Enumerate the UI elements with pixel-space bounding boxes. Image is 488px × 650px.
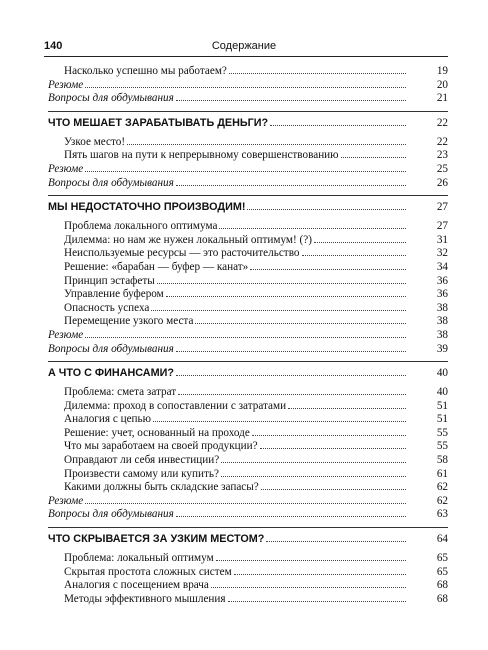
- dot-leader: [211, 578, 406, 588]
- toc-entry: [48, 342, 448, 356]
- entry-page: 65: [436, 552, 448, 565]
- entry-title: Проблема локального оптимума: [64, 220, 218, 233]
- entry-title: ЧТО МЕШАЕТ ЗАРАБАТЫВАТЬ ДЕНЬГИ?: [48, 116, 269, 129]
- toc-entry: [48, 385, 448, 399]
- toc-entry: [48, 328, 448, 342]
- toc-section: [48, 64, 448, 105]
- table-of-contents: [48, 64, 448, 605]
- entry-page: 61: [436, 467, 448, 480]
- toc-section: [48, 361, 448, 521]
- section-divider: [48, 111, 448, 112]
- section-divider: [48, 195, 448, 196]
- entry-title: Решение: учет, основанный на проходе: [64, 426, 250, 439]
- entry-title: Насколько успешно мы работаем?: [64, 65, 227, 77]
- toc-entry: [48, 176, 448, 190]
- toc-entry: [48, 148, 448, 162]
- entry-page: 26: [436, 176, 448, 189]
- entry-page: 64: [436, 533, 448, 546]
- entry-title: Какими должны быть складские запасы?: [64, 481, 259, 494]
- dot-leader: [266, 532, 406, 542]
- dot-leader: [85, 494, 406, 504]
- dot-leader: [250, 260, 406, 270]
- entry-page: 34: [436, 260, 448, 273]
- entry-page: 21: [436, 92, 448, 105]
- chapter-entry: [48, 116, 448, 131]
- dot-leader: [252, 426, 406, 436]
- section-divider: [48, 361, 448, 362]
- toc-entry: [48, 551, 448, 565]
- toc-section: [48, 195, 448, 355]
- toc-entry: [48, 578, 448, 592]
- entry-page: 39: [436, 342, 448, 355]
- toc-entry: [48, 592, 448, 606]
- toc-entry: [48, 64, 448, 78]
- dot-leader: [229, 64, 406, 74]
- entry-page: 40: [436, 386, 448, 399]
- entry-title: Резюме: [48, 162, 84, 175]
- entry-title: Скрытая простота сложных систем: [64, 565, 232, 578]
- entry-page: 55: [436, 440, 448, 453]
- toc-entry: [48, 399, 448, 413]
- dot-leader: [176, 91, 406, 101]
- entry-page: 38: [436, 328, 448, 341]
- header-rule: [44, 56, 448, 57]
- entry-page: 27: [436, 220, 448, 233]
- chapter-entry: [48, 200, 448, 215]
- toc-entry: [48, 260, 448, 274]
- entry-page: 55: [436, 426, 448, 439]
- entry-page: 27: [436, 201, 448, 214]
- toc-entry: [48, 78, 448, 92]
- toc-entry: [48, 480, 448, 494]
- dot-leader: [270, 116, 406, 126]
- entry-page: 31: [436, 233, 448, 246]
- chapter-entry: [48, 532, 448, 547]
- entry-title: Резюме: [48, 78, 84, 91]
- dot-leader: [228, 592, 406, 602]
- toc-entry: [48, 494, 448, 508]
- dot-leader: [176, 342, 406, 352]
- entry-title: Аналогия с посещением врача: [64, 579, 209, 592]
- dot-leader: [341, 148, 406, 158]
- dot-leader: [247, 200, 406, 210]
- dot-leader: [176, 366, 406, 376]
- entry-title: Резюме: [48, 494, 84, 507]
- toc-entry: [48, 162, 448, 176]
- entry-page: 40: [436, 367, 448, 380]
- dot-leader: [260, 439, 406, 449]
- dot-leader: [166, 287, 406, 297]
- dot-leader: [85, 162, 406, 172]
- entry-page: 22: [436, 135, 448, 148]
- dot-leader: [151, 301, 406, 311]
- dot-leader: [127, 135, 406, 145]
- dot-leader: [219, 219, 406, 229]
- toc-entry: [48, 246, 448, 260]
- dot-leader: [157, 274, 406, 284]
- entry-title: Аналогия с цепью: [64, 413, 151, 426]
- entry-title: Что мы заработаем на своей продукции?: [64, 440, 258, 453]
- toc-entry: [48, 135, 448, 149]
- entry-title: Вопросы для обдумывания: [48, 342, 174, 355]
- entry-page: 23: [436, 149, 448, 162]
- entry-page: 25: [436, 162, 448, 175]
- dot-leader: [234, 565, 406, 575]
- entry-page: 62: [436, 481, 448, 494]
- dot-leader: [221, 467, 406, 477]
- entry-page: 19: [436, 65, 448, 77]
- toc-entry: [48, 301, 448, 315]
- entry-title: Принцип эстафеты: [64, 274, 155, 287]
- entry-title: Вопросы для обдумывания: [48, 508, 174, 521]
- toc-entry: [48, 287, 448, 301]
- entry-title: Произвести самому или купить?: [64, 467, 219, 480]
- dot-leader: [85, 328, 406, 338]
- entry-page: 63: [436, 508, 448, 521]
- toc-entry: [48, 467, 448, 481]
- dot-leader: [314, 233, 406, 243]
- entry-title: Дилемма: проход в сопоставлении с затратами: [64, 399, 287, 412]
- dot-leader: [176, 176, 406, 186]
- entry-title: Оправдают ли себя инвестиции?: [64, 454, 220, 467]
- toc-entry: [48, 453, 448, 467]
- entry-title: Дилемма: но нам же нужен локальный оптимум! (?): [64, 233, 312, 246]
- entry-page: 20: [436, 78, 448, 91]
- toc-entry: [48, 233, 448, 247]
- entry-title: Опасность успеха: [64, 301, 150, 314]
- entry-title: Решение: «барабан — буфер — канат»: [64, 260, 249, 273]
- chapter-entry: [48, 366, 448, 381]
- toc-entry: [48, 565, 448, 579]
- entry-title: Неиспользуемые ресурсы — это расточительство: [64, 247, 300, 260]
- entry-page: 22: [436, 116, 448, 129]
- entry-page: 32: [436, 247, 448, 260]
- toc-entry: [48, 274, 448, 288]
- dot-leader: [195, 314, 406, 324]
- entry-title: Пять шагов на пути к непрерывному совершенствованию: [64, 149, 339, 162]
- entry-title: Вопросы для обдумывания: [48, 92, 174, 105]
- entry-page: 68: [436, 579, 448, 592]
- toc-entry: [48, 507, 448, 521]
- toc-entry: [48, 426, 448, 440]
- toc-entry: [48, 219, 448, 233]
- toc-entry: [48, 412, 448, 426]
- entry-page: 36: [436, 274, 448, 287]
- dot-leader: [288, 399, 406, 409]
- page-number: 140: [44, 40, 63, 52]
- dot-leader: [261, 480, 406, 490]
- entry-page: 51: [436, 413, 448, 426]
- entry-page: 65: [436, 565, 448, 578]
- entry-title: Проблема: локальный оптимум: [64, 552, 214, 565]
- entry-title: Резюме: [48, 328, 84, 341]
- toc-entry: [48, 439, 448, 453]
- toc-entry: [48, 314, 448, 328]
- entry-page: 51: [436, 399, 448, 412]
- dot-leader: [221, 453, 406, 463]
- dot-leader: [216, 551, 406, 561]
- entry-title: Вопросы для обдумывания: [48, 176, 174, 189]
- running-header: [44, 40, 444, 56]
- entry-page: 68: [436, 592, 448, 605]
- toc-section: [48, 527, 448, 605]
- entry-title: ЧТО СКРЫВАЕТСЯ ЗА УЗКИМ МЕСТОМ?: [48, 533, 265, 546]
- entry-page: 36: [436, 288, 448, 301]
- dot-leader: [178, 385, 406, 395]
- toc-entry: [48, 91, 448, 105]
- dot-leader: [302, 246, 407, 256]
- entry-page: 62: [436, 494, 448, 507]
- dot-leader: [153, 412, 406, 422]
- toc-section: [48, 111, 448, 189]
- dot-leader: [85, 78, 406, 88]
- entry-page: 58: [436, 454, 448, 467]
- entry-page: 38: [436, 315, 448, 328]
- entry-page: 38: [436, 301, 448, 314]
- entry-title: Узкое место!: [64, 135, 126, 148]
- entry-title: Методы эффективного мышления: [64, 592, 226, 605]
- entry-title: Проблема: смета затрат: [64, 386, 177, 399]
- entry-title: А ЧТО С ФИНАНСАМИ?: [48, 367, 174, 380]
- dot-leader: [176, 507, 406, 517]
- section-divider: [48, 527, 448, 528]
- entry-title: Управление буфером: [64, 288, 164, 301]
- entry-title: Перемещение узкого места: [64, 315, 194, 328]
- entry-title: МЫ НЕДОСТАТОЧНО ПРОИЗВОДИМ!: [48, 201, 246, 214]
- running-title: Содержание: [211, 40, 277, 52]
